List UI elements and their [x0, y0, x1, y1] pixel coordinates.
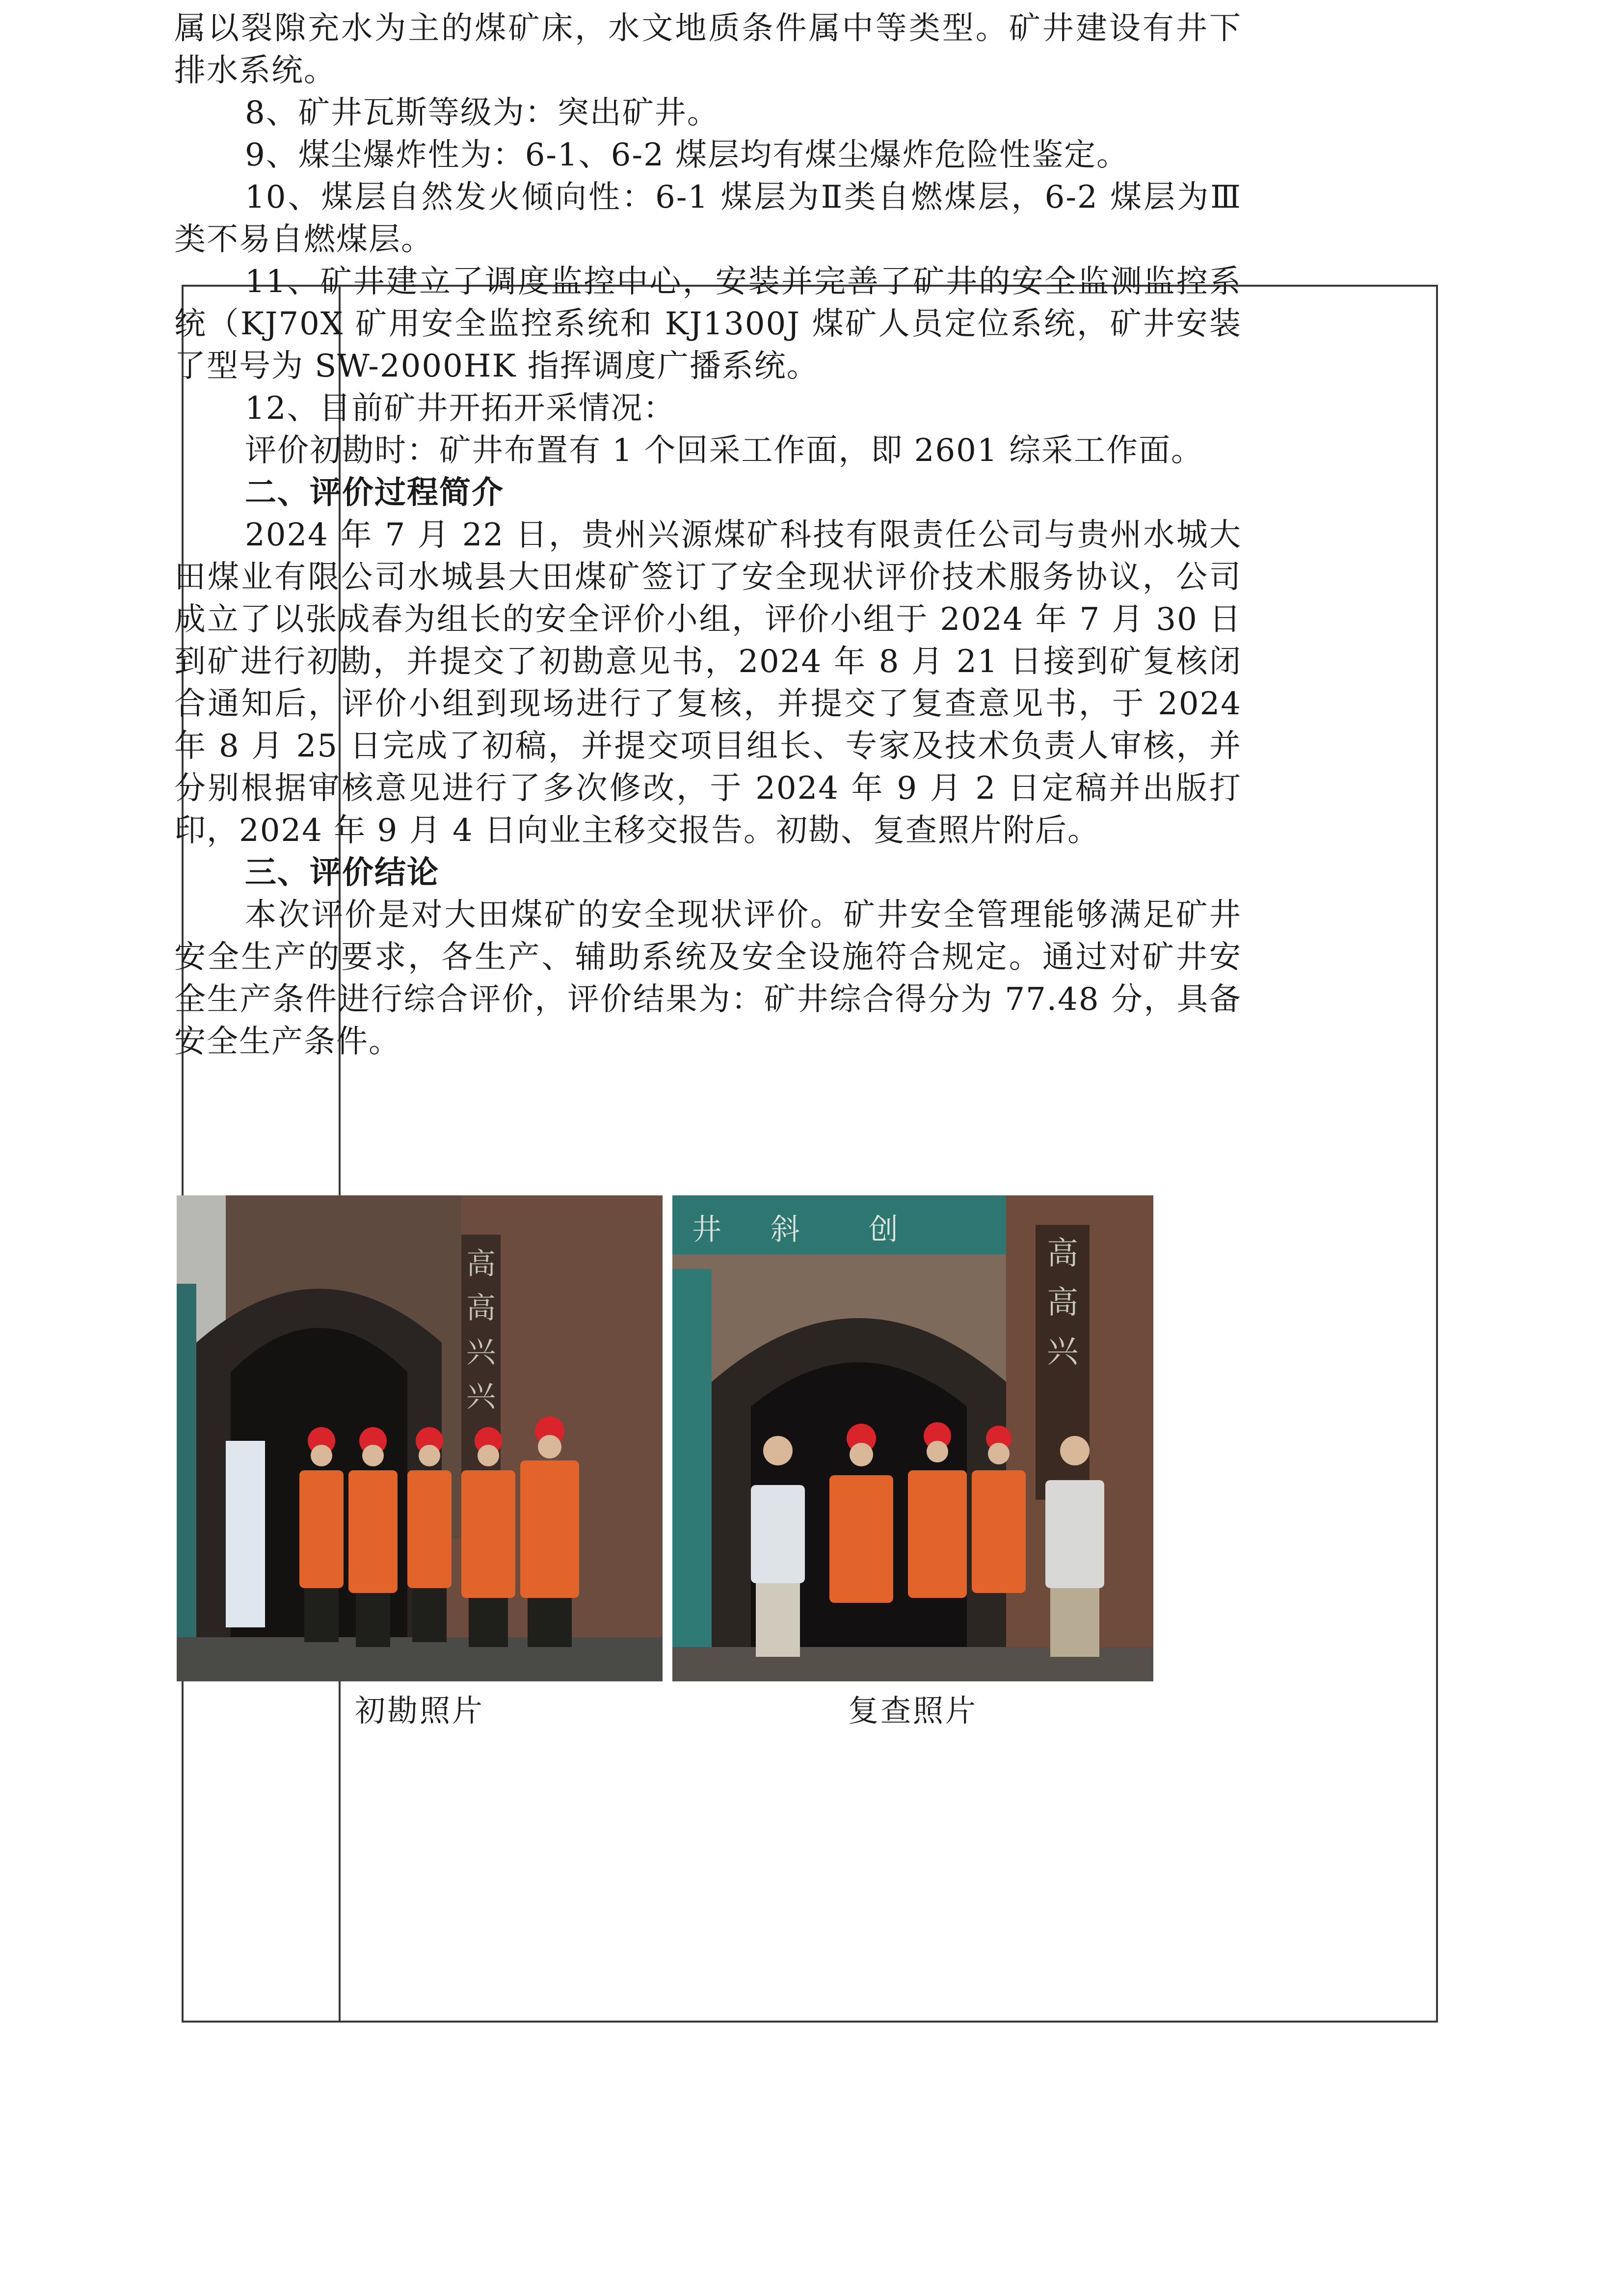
mine-portal-sign-2 — [1047, 1236, 1079, 1370]
sign-char: 高 — [1047, 1236, 1078, 1272]
paragraph-gas-level: 8、矿井瓦斯等级为：突出矿井。 — [245, 95, 719, 131]
photo-caption-initial: 初勘照片 — [354, 1693, 484, 1729]
photo-caption-review: 复查照片 — [848, 1693, 978, 1729]
paragraph-monitoring-system: 11、矿井建立了调度监控中心，安装并完善了矿井的安全监测监控系统（KJ70X 矿用安全监控系统和 KJ1300J 煤矿人员定位系统，矿井安装了型号为 SW-2000HK 指挥调度广播系统。 — [174, 264, 1242, 384]
sign-char: 兴 — [1047, 1334, 1078, 1370]
sign-char: 兴 — [466, 1335, 496, 1370]
document-body — [174, 7, 1242, 1063]
paragraph-spontaneous-combustion: 10、煤层自然发火倾向性：6-1 煤层为Ⅱ类自燃煤层，6-2 煤层为Ⅲ类不易自燃煤层。 — [174, 179, 1242, 258]
paragraph-working-face: 评价初勘时：矿井布置有 1 个回采工作面，即 2601 综采工作面。 — [245, 432, 1203, 469]
section-heading-conclusion: 三、评价结论 — [245, 854, 439, 891]
arch-char: 创 — [869, 1213, 898, 1247]
sign-char: 兴 — [466, 1379, 496, 1414]
sign-char: 高 — [466, 1247, 496, 1281]
review-survey-photo — [672, 1195, 1153, 1681]
sign-char: 高 — [1047, 1285, 1078, 1321]
sign-char: 高 — [466, 1291, 496, 1325]
paragraph-conclusion: 本次评价是对大田煤矿的安全现状评价。矿井安全管理能够满足矿井安全生产的要求，各生产、辅助系统及安全设施符合规定。通过对矿井安全生产条件进行综合评价，评价结果为：矿井综合得分为 77.48 分，具备安全生产条件。 — [174, 897, 1242, 1060]
photo-area — [177, 1195, 1247, 1729]
initial-survey-photo — [177, 1195, 663, 1681]
paragraph-process: 2024 年 7 月 22 日，贵州兴源煤矿科技有限责任公司与贵州水城大田煤业有限公司水城县大田煤矿签订了安全现状评价技术服务协议，公司成立了以张成春为组长的安全评价小组，评价小组于 2024 年 7 月 30 日到矿进行初勘，并提交了初勘意见书，2024 年 8 月 21 日接到矿复核闭合通知后，评价小组到现场进行了复核，并提交了复查意见书，于 2024 年 8 月 25 日完成了初稿，并提交项目组长、专家及技术负责人审核，并分别根据审核意见进行了多次修改，于 2024 年 9 月 2 日定稿并出版打印，2024 年 9 月 4 日向业主移交报告。初勘、复查照片附后。 — [174, 517, 1242, 849]
paragraph-hydrogeology: 属以裂隙充水为主的煤矿床，水文地质条件属中等类型。矿井建设有井下排水系统。 — [174, 10, 1242, 89]
paragraph-coal-dust: 9、煤尘爆炸性为：6-1、6-2 煤层均有煤尘爆炸危险性鉴定。 — [245, 137, 1129, 173]
section-heading-process: 二、评价过程简介 — [245, 474, 504, 511]
arch-char: 井 — [692, 1213, 721, 1247]
arch-char: 斜 — [771, 1213, 800, 1247]
paragraph-mining-status: 12、目前矿井开拓开采情况： — [245, 390, 676, 427]
